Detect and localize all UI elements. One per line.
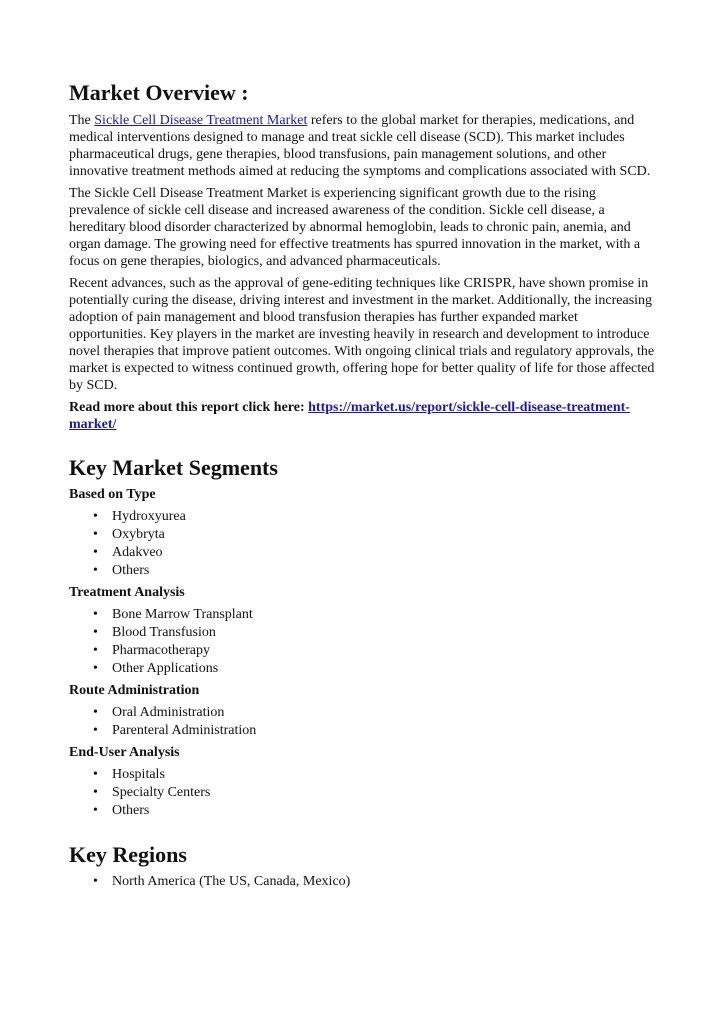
list-item-text: Oxybryta bbox=[112, 527, 165, 542]
bullet-icon: • bbox=[93, 661, 98, 676]
key-regions-heading: Key Regions bbox=[69, 842, 187, 867]
list-item bbox=[93, 606, 660, 624]
list-item-text: Others bbox=[112, 803, 150, 818]
list-item-text: Oral Administration bbox=[112, 705, 225, 720]
bullet-icon: • bbox=[93, 705, 98, 720]
bullet-icon: • bbox=[93, 527, 98, 542]
list-item bbox=[93, 624, 660, 642]
bullet-icon: • bbox=[93, 767, 98, 782]
list-item bbox=[93, 722, 660, 740]
segment-group bbox=[69, 584, 660, 678]
list-item bbox=[93, 802, 660, 820]
overview-p1-rest: refers to the global market for therapies, medications, and medical interventions designed to manage and treat sickle cell disease (SCD). This market includes pharmaceutical drugs, gene therapies, blood transfusions, pain management solutions, and other innovative treatment methods aimed at reducing the symptoms and complications associated with SCD. bbox=[69, 113, 651, 179]
list-item bbox=[93, 784, 660, 802]
overview-paragraph-2: The Sickle Cell Disease Treatment Market is experiencing significant growth due to the rising prevalence of sickle cell disease and increased awareness of the condition. Sickle cell disease, a hereditary blood disorder characterized by abnormal hemoglobin, leads to chronic pain, anemia, and organ damage. The growing need for effective treatments has spurred innovation in the market, with a focus on gene therapies, biologics, and advanced pharmaceuticals. bbox=[69, 186, 641, 269]
list-item bbox=[93, 526, 660, 544]
segment-group bbox=[69, 744, 660, 820]
list-item bbox=[93, 873, 660, 891]
segment-group-title: Treatment Analysis bbox=[69, 585, 185, 600]
list-item bbox=[93, 704, 660, 722]
list-item-text: Pharmacotherapy bbox=[112, 643, 210, 658]
list-item-text: Parenteral Administration bbox=[112, 723, 257, 738]
segment-list bbox=[69, 606, 660, 678]
segment-group-title: End-User Analysis bbox=[69, 745, 180, 760]
list-item bbox=[93, 766, 660, 784]
list-item bbox=[93, 660, 660, 678]
regions-list bbox=[69, 873, 660, 891]
list-item-text: Hydroxyurea bbox=[112, 509, 186, 524]
segment-group bbox=[69, 486, 660, 580]
overview-paragraph-1 bbox=[69, 112, 655, 180]
list-item-text: Blood Transfusion bbox=[112, 625, 216, 640]
bullet-icon: • bbox=[93, 643, 98, 658]
bullet-icon: • bbox=[93, 874, 98, 889]
market-overview-heading: Market Overview : bbox=[69, 80, 249, 105]
bullet-icon: • bbox=[93, 625, 98, 640]
list-item-text: Bone Marrow Transplant bbox=[112, 607, 253, 622]
list-item bbox=[93, 562, 660, 580]
list-item-text: Adakveo bbox=[112, 545, 163, 560]
read-more-link[interactable]: https://market.us/report/sickle-cell-disease-treatment-market/ bbox=[69, 400, 630, 432]
list-item bbox=[93, 544, 660, 562]
segment-group bbox=[69, 682, 660, 740]
overview-p1-prefix: The bbox=[69, 113, 95, 128]
list-item-text: Hospitals bbox=[112, 767, 165, 782]
list-item bbox=[93, 642, 660, 660]
overview-paragraph-3: Recent advances, such as the approval of gene-editing techniques like CRISPR, have shown promise in potentially curing the disease, driving interest and investment in the market. Additionally, the increasing adoption of pain management and blood transfusion therapies has further expanded market opportunities. Key players in the market are investing heavily in research and development to introduce novel therapies that improve patient outcomes. With ongoing clinical trials and regulatory approvals, the market is expected to witness continued growth, offering hope for better quality of life for those affected by SCD. bbox=[69, 276, 655, 393]
segment-group-title: Route Administration bbox=[69, 683, 200, 698]
bullet-icon: • bbox=[93, 803, 98, 818]
list-item-text: Others bbox=[112, 563, 150, 578]
segment-list bbox=[69, 704, 660, 740]
segment-list bbox=[69, 766, 660, 820]
bullet-icon: • bbox=[93, 545, 98, 560]
bullet-icon: • bbox=[93, 785, 98, 800]
key-market-segments-heading: Key Market Segments bbox=[69, 455, 278, 480]
read-more-label: Read more about this report click here: bbox=[69, 400, 309, 415]
segment-list bbox=[69, 508, 660, 580]
read-more-line bbox=[69, 399, 655, 433]
list-item-text: Other Applications bbox=[112, 661, 219, 676]
market-report-link[interactable]: Sickle Cell Disease Treatment Market bbox=[94, 113, 308, 128]
list-item-text: Specialty Centers bbox=[112, 785, 211, 800]
bullet-icon: • bbox=[93, 607, 98, 622]
list-item bbox=[93, 508, 660, 526]
bullet-icon: • bbox=[93, 563, 98, 578]
list-item-text: North America (The US, Canada, Mexico) bbox=[112, 874, 351, 889]
bullet-icon: • bbox=[93, 509, 98, 524]
segment-group-title: Based on Type bbox=[69, 487, 156, 502]
bullet-icon: • bbox=[93, 723, 98, 738]
